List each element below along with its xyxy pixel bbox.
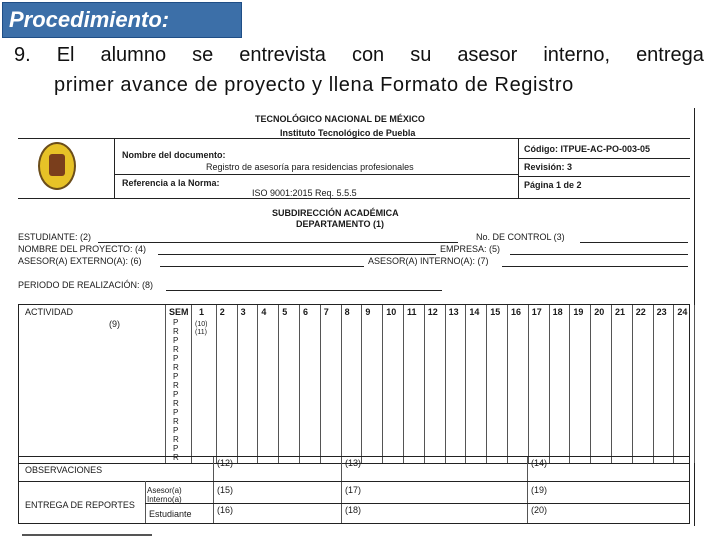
plan-real-cell: P [173, 390, 179, 399]
week-header: 3 [240, 307, 246, 317]
student-ref-3: (20) [531, 505, 548, 515]
grid-divider [299, 305, 300, 463]
plan-real-cell: R [173, 399, 179, 408]
doc-name-value: Registro de asesoría para residencias profesionales [206, 162, 414, 172]
week-header: 13 [448, 307, 459, 317]
doc-name-label: Nombre del documento: [122, 150, 226, 160]
week-header: 24 [677, 307, 688, 317]
doc-code: Código: ITPUE-AC-PO-003-05 [524, 144, 651, 154]
grid-divider [341, 305, 342, 463]
grid-divider [361, 305, 362, 463]
plan-real-cell: R [173, 453, 179, 462]
section-badge [2, 2, 242, 38]
grid-divider [569, 305, 570, 463]
plan-real-cell: P [173, 444, 179, 453]
company-label: EMPRESA: (5) [440, 244, 501, 254]
plan-real-cell: P [173, 354, 179, 363]
word: El [56, 44, 75, 66]
observations-label: OBSERVACIONES [25, 465, 103, 475]
week-header: 20 [594, 307, 605, 317]
divider [18, 198, 690, 199]
doc-page: Página 1 de 2 [524, 180, 582, 190]
norm-value: ISO 9001:2015 Req. 5.5.5 [252, 188, 357, 198]
plan-real-cell: R [173, 417, 179, 426]
institution-logo [38, 142, 76, 190]
obs-ref-2: (13) [345, 458, 362, 468]
word: su [410, 44, 432, 66]
week-header: 9 [365, 307, 371, 317]
period-label: PERIODO DE REALIZACIÓN: (8) [18, 280, 154, 290]
grid-divider [165, 305, 166, 463]
field-line [166, 290, 442, 291]
field-line [580, 242, 688, 243]
grid-divider [486, 305, 487, 463]
doc-revision: Revisión: 3 [524, 162, 573, 172]
word: entrevista [239, 44, 326, 66]
field-line [160, 266, 364, 267]
week-header: 19 [573, 307, 584, 317]
grid-divider [191, 305, 192, 463]
step-line-1 [14, 40, 704, 70]
word: se [192, 44, 214, 66]
week-header: 7 [323, 307, 329, 317]
week-header: 6 [303, 307, 309, 317]
plan-real-cell: R [173, 327, 179, 336]
plan-real-cell: R [173, 381, 179, 390]
grid-divider [257, 305, 258, 463]
advisor-row-label: Asesor(a) Interno(a) [147, 486, 182, 504]
plan-real-cell: P [173, 336, 179, 345]
grid-divider [320, 305, 321, 463]
grid-divider [611, 305, 612, 463]
grid-divider [694, 305, 695, 463]
advisor-ref-2: (17) [345, 485, 362, 495]
grid-divider [445, 305, 446, 463]
divider [19, 481, 689, 482]
plan-real-cell: R [173, 435, 179, 444]
week-header: 1 [199, 307, 205, 317]
section-title: Procedimiento: [9, 7, 170, 32]
plan-real-cell: P [173, 372, 179, 381]
grid-divider [341, 457, 342, 523]
grid-divider [382, 305, 383, 463]
dept-subtitle: DEPARTAMENTO (1) [296, 219, 385, 229]
grid-divider [527, 457, 528, 523]
grid-divider [528, 305, 529, 463]
week-header: 17 [531, 307, 542, 317]
step-line-2: primer avance de proyecto y llena Formato de Registro [54, 74, 574, 96]
divider [18, 138, 690, 139]
grid-divider [403, 305, 404, 463]
control-number-label: No. DE CONTROL (3) [476, 232, 565, 242]
divider [114, 138, 115, 198]
grid-divider [653, 305, 654, 463]
plan-real-cell: P [173, 318, 179, 327]
word: alumno [100, 44, 167, 66]
grid-divider [590, 305, 591, 463]
week-header: 2 [219, 307, 225, 317]
norm-label: Referencia a la Norma: [122, 178, 220, 188]
week-header: 23 [656, 307, 667, 317]
plan-real-cell: R [173, 363, 179, 372]
student-label: ESTUDIANTE: (2) [18, 232, 92, 242]
plan-real-cell: R [173, 345, 179, 354]
student-row-label: Estudiante [149, 509, 192, 519]
week-header: 4 [261, 307, 267, 317]
week-header: 5 [282, 307, 288, 317]
step-text [14, 40, 704, 100]
grid-divider [278, 305, 279, 463]
week-header: 14 [469, 307, 480, 317]
advisor-ref-1: (15) [217, 485, 234, 495]
week-header: 18 [552, 307, 563, 317]
footer-rule [22, 534, 152, 536]
week-header: 22 [635, 307, 646, 317]
week-header: 12 [427, 307, 438, 317]
plan-ref: (10) [195, 321, 208, 328]
week-header: 11 [407, 307, 417, 317]
field-line [502, 266, 688, 267]
week-header: 16 [511, 307, 522, 317]
grid-divider [213, 457, 214, 523]
project-label: NOMBRE DEL PROYECTO: (4) [18, 244, 147, 254]
grid-divider [216, 305, 217, 463]
week-header: 21 [615, 307, 626, 317]
advisor-ref-3: (19) [531, 485, 548, 495]
word: con [351, 44, 385, 66]
grid-divider [673, 305, 674, 463]
plan-real-cell: P [173, 426, 179, 435]
report-delivery-label: ENTREGA DE REPORTES [25, 500, 135, 510]
field-line [510, 254, 688, 255]
divider [518, 138, 519, 198]
student-ref-1: (16) [217, 505, 234, 515]
divider [145, 503, 689, 504]
activity-grid [18, 304, 690, 464]
obs-ref-1: (12) [217, 458, 234, 468]
week-header: 8 [344, 307, 350, 317]
week-header: 10 [386, 307, 397, 317]
dept-title: SUBDIRECCIÓN ACADÉMICA [272, 208, 399, 218]
grid-divider [507, 305, 508, 463]
week-header: 15 [490, 307, 501, 317]
sem-header: SEM [169, 307, 189, 317]
grid-divider [424, 305, 425, 463]
registration-form [10, 108, 695, 526]
divider [518, 158, 690, 159]
word: 9. [14, 44, 31, 66]
grid-divider [145, 481, 146, 523]
word: interno, [543, 44, 611, 66]
grid-divider [237, 305, 238, 463]
plan-real-cell: P [173, 408, 179, 417]
institution-name: TECNOLÓGICO NACIONAL DE MÉXICO [255, 114, 425, 124]
activity-ref: (9) [109, 319, 120, 329]
real-ref: (11) [195, 329, 207, 336]
word: entrega [636, 44, 704, 66]
activity-header: ACTIVIDAD [25, 307, 74, 317]
divider [114, 174, 518, 175]
grid-divider [632, 305, 633, 463]
divider [518, 176, 690, 177]
external-advisor-label: ASESOR(A) EXTERNO(A): (6) [18, 256, 142, 266]
grid-divider [465, 305, 466, 463]
obs-ref-3: (14) [531, 458, 548, 468]
field-line [158, 254, 436, 255]
grid-divider [549, 305, 550, 463]
student-ref-2: (18) [345, 505, 362, 515]
internal-advisor-label: ASESOR(A) INTERNO(A): (7) [368, 256, 489, 266]
report-section [18, 456, 690, 524]
field-line [98, 242, 458, 243]
word: asesor [457, 44, 518, 66]
campus-name: Instituto Tecnológico de Puebla [280, 128, 416, 138]
